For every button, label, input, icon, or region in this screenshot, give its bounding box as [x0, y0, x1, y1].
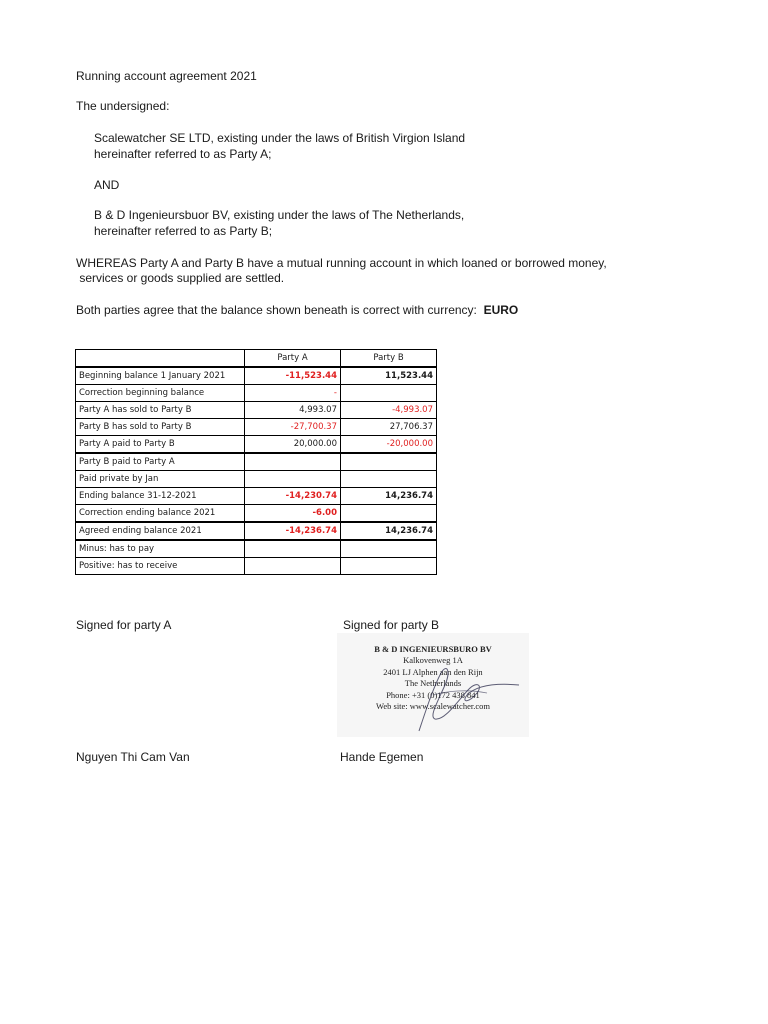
agreement-statement	[76, 303, 518, 318]
row-label: Positive: has to receive	[76, 558, 245, 575]
party-b-value	[341, 558, 437, 575]
party-b-value: 27,706.37	[341, 419, 437, 436]
table-row	[76, 558, 437, 575]
table-row	[76, 540, 437, 558]
row-label: Correction beginning balance	[76, 385, 245, 402]
table-row	[76, 436, 437, 454]
party-b-value	[341, 540, 437, 558]
table-row	[76, 522, 437, 540]
party-a-value: 4,993.07	[245, 402, 341, 419]
company-stamp	[337, 633, 529, 737]
stamp-country: The Netherlands	[404, 678, 462, 688]
row-label: Party B paid to Party A	[76, 453, 245, 471]
agreement-text: Both parties agree that the balance shown beneath is correct with currency:	[76, 303, 477, 317]
document-title: Running account agreement 2021	[76, 69, 257, 83]
handwritten-signature-icon	[337, 633, 529, 737]
header-label-cell	[76, 350, 245, 368]
whereas-line2: services or goods supplied are settled.	[76, 271, 285, 285]
table-row	[76, 367, 437, 385]
party-a-value	[245, 453, 341, 471]
party-a-signatory-name: Nguyen Thi Cam Van	[76, 750, 190, 764]
party-a-value	[245, 558, 341, 575]
intro-text: The undersigned:	[76, 99, 170, 113]
party-b-line1: B & D Ingenieursbuor BV, existing under the laws of The Netherlands,	[94, 208, 465, 222]
party-a-value: -27,700.37	[245, 419, 341, 436]
party-a-value: -14,236.74	[245, 522, 341, 540]
and-text: AND	[94, 178, 120, 192]
stamp-city: 2401 LJ Alphen aan den Rijn	[383, 667, 483, 677]
party-b-value	[341, 505, 437, 523]
row-label: Paid private by Jan	[76, 471, 245, 488]
row-label: Minus: has to pay	[76, 540, 245, 558]
stamp-company: B & D INGENIEURSBURO BV	[374, 644, 492, 654]
currency-label: EURO	[483, 303, 519, 317]
party-b-line2: hereinafter referred to as Party B;	[94, 224, 273, 238]
table-row	[76, 385, 437, 402]
party-a-value	[245, 471, 341, 488]
party-a-value	[245, 540, 341, 558]
party-b-value	[341, 453, 437, 471]
table-row	[76, 453, 437, 471]
row-label: Party A paid to Party B	[76, 436, 245, 454]
whereas-line1: WHEREAS Party A and Party B have a mutual running account in which loaned or borrowed money,	[76, 256, 607, 270]
party-b-value: -20,000.00	[341, 436, 437, 454]
signed-for-party-b: Signed for party B	[343, 618, 440, 632]
party-a-line1: Scalewatcher SE LTD, existing under the laws of British Virgion Island	[94, 131, 466, 145]
party-b-value: 14,236.74	[341, 522, 437, 540]
party-a-value: -11,523.44	[245, 367, 341, 385]
stamp-street: Kalkovenweg 1A	[403, 655, 463, 665]
header-party-a: Party A	[245, 350, 341, 368]
table-row	[76, 488, 437, 505]
table-header-row	[76, 350, 437, 368]
signed-for-party-a: Signed for party A	[76, 618, 172, 632]
party-b-value	[341, 471, 437, 488]
stamp-phone: Phone: +31 (0)172 438 841	[386, 690, 480, 700]
row-label: Party B has sold to Party B	[76, 419, 245, 436]
party-b-value: -4,993.07	[341, 402, 437, 419]
party-b-value	[341, 385, 437, 402]
row-label: Ending balance 31-12-2021	[76, 488, 245, 505]
party-a-value: -6.00	[245, 505, 341, 523]
row-label: Beginning balance 1 January 2021	[76, 367, 245, 385]
row-label: Agreed ending balance 2021	[76, 522, 245, 540]
table-row	[76, 402, 437, 419]
party-b-signatory-name: Hande Egemen	[340, 750, 424, 764]
party-b-value: 14,236.74	[341, 488, 437, 505]
row-label: Correction ending balance 2021	[76, 505, 245, 523]
row-label: Party A has sold to Party B	[76, 402, 245, 419]
table-row	[76, 419, 437, 436]
stamp-web: Web site: www.scalewatcher.com	[376, 701, 490, 711]
party-a-line2: hereinafter referred to as Party A;	[94, 147, 272, 161]
table-row	[76, 471, 437, 488]
header-party-b: Party B	[341, 350, 437, 368]
party-a-value: -	[245, 385, 341, 402]
balance-table	[75, 349, 437, 575]
party-b-value: 11,523.44	[341, 367, 437, 385]
party-a-value: 20,000.00	[245, 436, 341, 454]
table-row	[76, 505, 437, 523]
party-a-value: -14,230.74	[245, 488, 341, 505]
